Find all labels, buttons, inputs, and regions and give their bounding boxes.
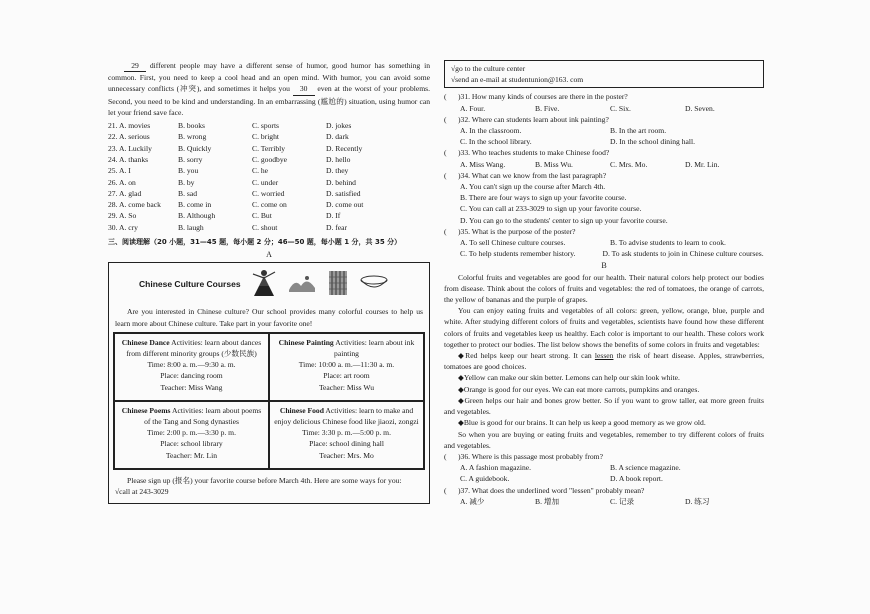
option-c: C. But (252, 211, 272, 221)
choice: D. Seven. (685, 103, 715, 113)
choice: D. To ask students to join in Chinese culture courses. (602, 249, 764, 259)
underlined-word: lessen (594, 351, 614, 361)
option-c: C. under (252, 177, 279, 187)
question-stem: )32. Where can students learn about ink painting? (458, 114, 609, 124)
question: ( )33. Who teaches students to make Chinese food? A. Miss Wang. B. Miss Wu. C. Mrs. Mo. D. Mr. Lin. (444, 147, 764, 169)
passage-b-p2: You can enjoy eating fruits and vegetables of all colors: green, yellow, orange, blue, purple and white. After studying different colors of fruits and vegetables, scientists have found how these different colors of fruits and vegetables keep us healthy. Each color is important to our health. These colors work together to protect our bodies. The list below shows the benefits of some colors in fruits and vegetables: (444, 306, 764, 349)
option-row (108, 143, 430, 154)
choice: C. To help students remember history. (460, 249, 576, 259)
question-stem: )34. What can we know from the last paragraph? (458, 170, 607, 180)
course-name: Chinese Dance (121, 337, 170, 347)
option-row (108, 131, 430, 142)
poster-header (113, 267, 425, 301)
course-name: Chinese Poems (121, 405, 171, 415)
option-a: 30. A. cry (108, 222, 138, 232)
course-card (269, 401, 424, 469)
question: ( )34. What can we know from the last paragraph? A. You can't sign up the course after March 4th. B. There are four ways to sign up your favorite course. C. You can call at 233-3029 to sign up your favorite course. D. You can go to the students' center to sign up your favorite course. (444, 170, 764, 226)
section-heading: 三、阅读理解（20 小题，31—45 题，每小题 2 分；46—50 题，每小题 1 分，共 35 分） (108, 237, 402, 246)
question: ( )32. Where can students learn about ink painting? A. In the classroom. B. In the art room. C. In the school library. D. In the school dining hall. (444, 114, 764, 148)
option-a: 26. A. on (108, 177, 136, 187)
option-a: 24. A. thanks (108, 154, 149, 164)
bullet-red-pre: ◆Red helps keep our heart strong. It can (458, 351, 595, 361)
choice: A. 减少 (460, 496, 485, 506)
cloze-text-2: even at the worst of your problems. Second, you need to be kind and understanding. In an embarrassing (尴尬的) situation, using humor can let your friend save face. (108, 84, 430, 117)
choice: D. You can go to the students' center to sign up your favorite course. (460, 215, 668, 225)
question-stem: )36. Where is this passage most probably from? (458, 451, 603, 461)
course-name: Chinese Painting (278, 337, 334, 347)
choice: C. 记录 (610, 496, 635, 506)
course-time: Time: 10:00 a. m.—11:30 a. m. (298, 360, 395, 370)
option-b: B. Quickly (178, 143, 212, 153)
option-a: 28. A. come back (108, 200, 161, 210)
choice: D. In the school dining hall. (610, 137, 695, 147)
signup-way: √send an e-mail at studentunion@163. com (451, 75, 584, 85)
course-desc: Activities: learn about poems of the Tang and Song dynasties (144, 405, 262, 426)
cloze-paragraph (108, 60, 430, 118)
poster-title: Chinese Culture Courses (139, 278, 241, 289)
option-c: C. come on (252, 200, 287, 210)
option-b: B. by (178, 177, 195, 187)
option-c: C. shout (252, 222, 278, 232)
bullet-blue: ◆Blue is good for our brains. It can help us keep a good memory as we grow old. (458, 418, 706, 428)
signup-way: √call at 243-3029 (115, 487, 169, 496)
passage-b-p1: Colorful fruits and vegetables are good for our health. Their natural colors help protect our bodies from disease. Think about the colors of fruits and vegetables: the red of tomatoes, the orange of carrots, the yellow of bananas and the purple of grapes. (444, 272, 764, 305)
option-d: D. come out (326, 200, 364, 210)
choice: A. To sell Chinese culture courses. (460, 238, 566, 248)
course-teacher: Teacher: Mrs. Mo (319, 450, 374, 460)
bullet-green: ◆Green helps our hair and bones grow better. So if you want to grow taller, eat more green fruits and vegetables. (444, 395, 764, 417)
option-a: 22. A. serious (108, 132, 150, 142)
choice: B. To advise students to learn to cook. (610, 238, 726, 248)
choice: B. 增加 (535, 496, 560, 506)
question-stem: )33. Who teaches students to make Chinese food? (458, 148, 610, 158)
bamboo-scroll-icon (327, 269, 349, 300)
option-d: D. fear (326, 222, 348, 232)
choice: B. A science magazine. (610, 463, 681, 473)
course-name: Chinese Food (279, 405, 324, 415)
course-card (114, 401, 269, 469)
bullet-yellow: ◆Yellow can make our skin better. Lemons can help our skin look white. (458, 373, 680, 383)
option-row (108, 154, 430, 165)
bullet-red-post: the risk of heart disease. Apples, strawberries, tomatoes are good choices. (444, 351, 764, 372)
ink-painting-icon (287, 272, 317, 297)
choice: C. You can call at 233-3029 to sign up your favorite course. (460, 204, 642, 214)
option-c: C. he (252, 166, 269, 176)
option-d: D. Recently (326, 143, 363, 153)
choice: B. In the art room. (610, 126, 667, 136)
question-stem: )37. What does the underlined word "lessen" probably mean? (458, 485, 645, 495)
option-a: 25. A. I (108, 166, 131, 176)
course-time: Time: 8:00 a. m.—9:30 a. m. (147, 360, 236, 370)
dancer-icon (251, 268, 277, 301)
choice: B. Miss Wu. (535, 159, 573, 169)
option-a: 29. A. So (108, 211, 137, 221)
choice: A. You can't sign up the course after March 4th. (460, 182, 606, 192)
course-teacher: Teacher: Miss Wu (318, 382, 375, 392)
poster-intro: Are you interested in Chinese culture? Our school provides many colorful courses to help us learn more about Chinese culture. Take part in your favorite one! (115, 307, 423, 328)
choice: B. Five. (535, 103, 560, 113)
course-desc: Activities: learn about ink painting (334, 337, 415, 358)
question: ( )36. Where is this passage most probably from? A. A fashion magazine. B. A science magazine. C. A guidebook. D. A book report. (444, 451, 764, 485)
option-d: D. they (326, 166, 349, 176)
course-teacher: Teacher: Miss Wang (160, 382, 223, 392)
choice: D. Mr. Lin. (685, 159, 720, 169)
option-a: 27. A. glad (108, 188, 142, 198)
passage-b-closing: So when you are buying or eating fruits and vegetables, remember to try different colors of fruits and vegetables. (444, 429, 764, 450)
option-a: 23. A. Luckily (108, 143, 152, 153)
choice: B. There are four ways to sign up your favorite course. (460, 193, 627, 203)
course-grid (113, 332, 425, 470)
choice: C. Six. (610, 103, 631, 113)
course-desc: Activities: learn to make and enjoy delicious Chinese food like jiaozi, zongzi (274, 405, 419, 426)
course-place: Place: school dining hall (309, 439, 384, 449)
bullet-orange: ◆Orange is good for our eyes. We can eat more carrots, pumpkins and oranges. (458, 384, 700, 394)
course-place: Place: school library (160, 439, 223, 449)
option-b: B. wrong (178, 132, 207, 142)
option-row (108, 120, 430, 131)
option-c: C. Terribly (252, 143, 286, 153)
blank-30: 30 (293, 83, 315, 95)
question: ( )35. What is the purpose of the poster? A. To sell Chinese culture courses. B. To advise students to learn to cook. C. To help students remember history. D. To ask students to join in Chinese culture courses. (444, 226, 764, 259)
choice: A. A fashion magazine. (460, 463, 532, 473)
option-row (108, 177, 430, 188)
cloze-text-1: different people may have a different sense of humor, good humor has something in common. First, you need to keep a cool head and an open mind. With humor, you can avoid some unnecessary conflicts (冲突), and sometimes it helps you (108, 61, 430, 94)
course-time: Time: 2:00 p. m.—3:30 p. m. (147, 428, 236, 438)
option-b: B. you (178, 166, 199, 176)
option-row (108, 210, 430, 221)
course-time: Time: 3:30 p. m.—5:00 p. m. (302, 428, 391, 438)
option-d: D. dark (326, 132, 349, 142)
question: ( )37. What does the underlined word "lessen" probably mean? A. 减少 B. 增加 C. 记录 D. 练习 (444, 485, 764, 507)
signup-text: Please sign up (报名) your favorite course before March 4th. Here are some ways for you: (127, 475, 402, 485)
poster-continued (444, 60, 764, 88)
blank-29: 29 (124, 60, 146, 72)
option-a: 21. A. movies (108, 121, 151, 131)
bullet-red (444, 350, 764, 372)
option-c: C. sports (252, 121, 280, 131)
option-b: B. Although (178, 211, 216, 221)
option-b: B. sorry (178, 154, 203, 164)
right-column (444, 60, 764, 507)
option-b: B. come in (178, 200, 212, 210)
option-b: B. laugh (178, 222, 204, 232)
course-desc: Activities: learn about dances from different minority groups (少数民族) (126, 337, 262, 358)
choice: C. In the school library. (460, 137, 532, 147)
question-stem: )31. How many kinds of courses are there in the poster? (458, 92, 628, 102)
option-d: D. If (326, 211, 341, 221)
choice: D. A book report. (610, 474, 663, 484)
choice: A. Miss Wang. (460, 159, 506, 169)
course-place: Place: art room (323, 371, 370, 381)
choice: C. Mrs. Mo. (610, 159, 648, 169)
cloze-options (108, 120, 430, 233)
option-row (108, 222, 430, 233)
choice: A. In the classroom. (460, 126, 522, 136)
option-d: D. satisfied (326, 188, 361, 198)
passage-b-letter: B (601, 261, 607, 271)
choice: C. A guidebook. (460, 474, 510, 484)
poster (108, 262, 430, 504)
bowl-icon (359, 274, 389, 295)
option-d: D. hello (326, 154, 351, 164)
option-c: C. goodbye (252, 154, 288, 164)
option-b: B. sad (178, 188, 197, 198)
signup-way: √go to the culture center (451, 64, 526, 73)
question-stem: )35. What is the purpose of the poster? (458, 226, 576, 236)
course-card (269, 333, 424, 401)
option-c: C. worried (252, 188, 285, 198)
option-c: C. bright (252, 132, 280, 142)
option-d: D. jokes (326, 121, 352, 131)
question: ( )31. How many kinds of courses are there in the poster? A. Four. B. Five. C. Six. D. Seven. (444, 91, 764, 113)
course-place: Place: dancing room (160, 371, 223, 381)
course-card (114, 333, 269, 401)
option-row (108, 199, 430, 210)
passage-a-letter: A (266, 250, 272, 260)
choice: D. 练习 (685, 496, 710, 506)
option-row (108, 165, 430, 176)
option-b: B. books (178, 121, 206, 131)
course-teacher: Teacher: Mr. Lin (165, 450, 218, 460)
option-d: D. behind (326, 177, 356, 187)
option-row (108, 188, 430, 199)
choice: A. Four. (460, 103, 486, 113)
left-column (108, 60, 430, 504)
